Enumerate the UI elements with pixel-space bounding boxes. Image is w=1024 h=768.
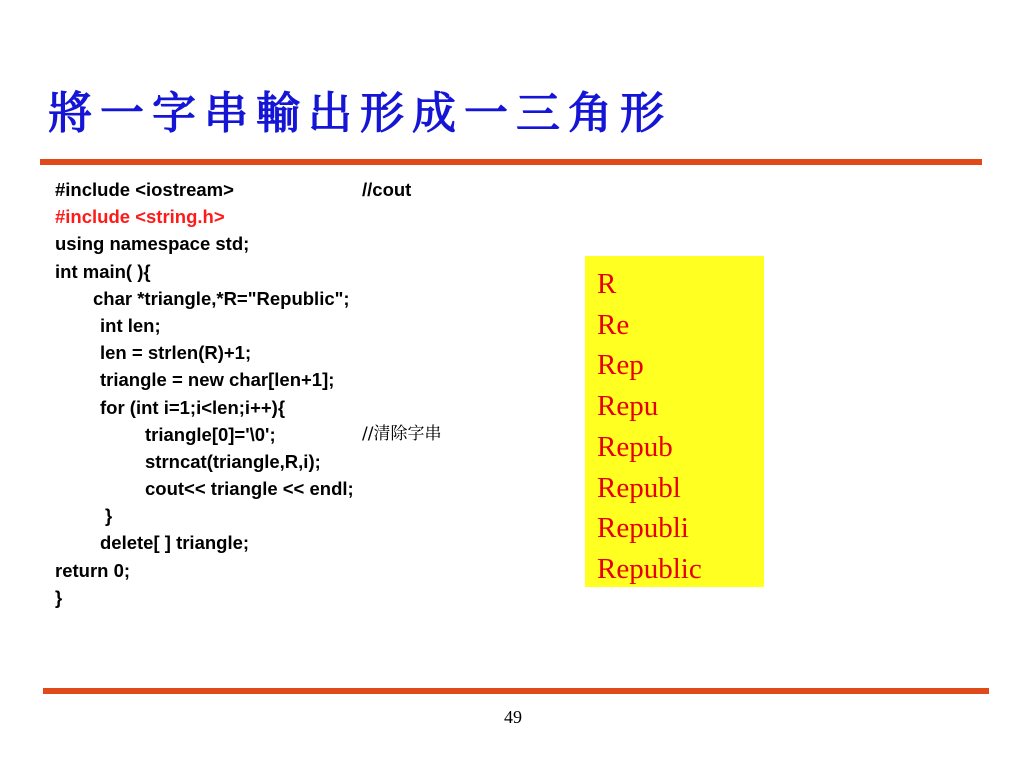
output-line: R xyxy=(597,268,617,300)
code-line xyxy=(55,448,575,475)
code-text: int len; xyxy=(100,314,161,336)
code-text: return 0; xyxy=(55,559,131,581)
code-text: delete[ ] triangle; xyxy=(100,532,250,554)
page-number: 49 xyxy=(504,707,522,727)
code-line xyxy=(55,394,575,421)
code-line xyxy=(55,230,575,257)
code-line xyxy=(55,475,575,502)
code-line xyxy=(55,557,575,584)
code-text: triangle[0]='\0'; xyxy=(145,423,276,445)
code-line xyxy=(55,285,575,312)
code-line xyxy=(55,502,575,529)
code-line xyxy=(55,258,575,285)
code-line xyxy=(55,529,575,556)
bottom-divider xyxy=(43,688,989,694)
output-line: Republic xyxy=(597,552,702,585)
code-block xyxy=(55,176,575,611)
code-comment: //cout xyxy=(362,179,412,200)
output-line: Rep xyxy=(597,349,644,382)
code-line xyxy=(55,366,575,393)
code-line xyxy=(55,312,575,339)
slide-title: 將一字串輸出形成一三角形 xyxy=(48,88,672,139)
code-text: #include <string.h> xyxy=(55,206,225,228)
top-divider xyxy=(40,159,982,165)
code-text: } xyxy=(55,586,63,608)
code-text: len = strlen(R)+1; xyxy=(100,342,252,364)
code-text: } xyxy=(105,505,113,527)
code-line xyxy=(55,339,575,366)
output-line: Republi xyxy=(597,512,689,545)
code-line xyxy=(55,584,575,611)
code-text: strncat(triangle,R,i); xyxy=(145,450,321,472)
code-text: int main( ){ xyxy=(55,260,151,282)
output-line: Re xyxy=(597,308,630,341)
code-text: char *triangle,*R="Republic"; xyxy=(93,287,350,309)
code-text: #include <iostream> xyxy=(55,179,234,200)
code-text: using namespace std; xyxy=(55,233,250,255)
output-line: Republ xyxy=(597,471,681,504)
output-line: Repub xyxy=(597,430,673,463)
code-text: triangle = new char[len+1]; xyxy=(100,369,335,391)
code-text: cout<< triangle << endl; xyxy=(145,478,354,500)
output-line: Repu xyxy=(597,390,659,423)
output-box xyxy=(585,256,764,587)
code-line xyxy=(55,421,575,448)
code-text: for (int i=1;i<len;i++){ xyxy=(100,396,286,418)
code-line xyxy=(55,203,575,230)
code-line xyxy=(55,176,575,203)
code-comment: //清除字串 xyxy=(362,423,442,444)
